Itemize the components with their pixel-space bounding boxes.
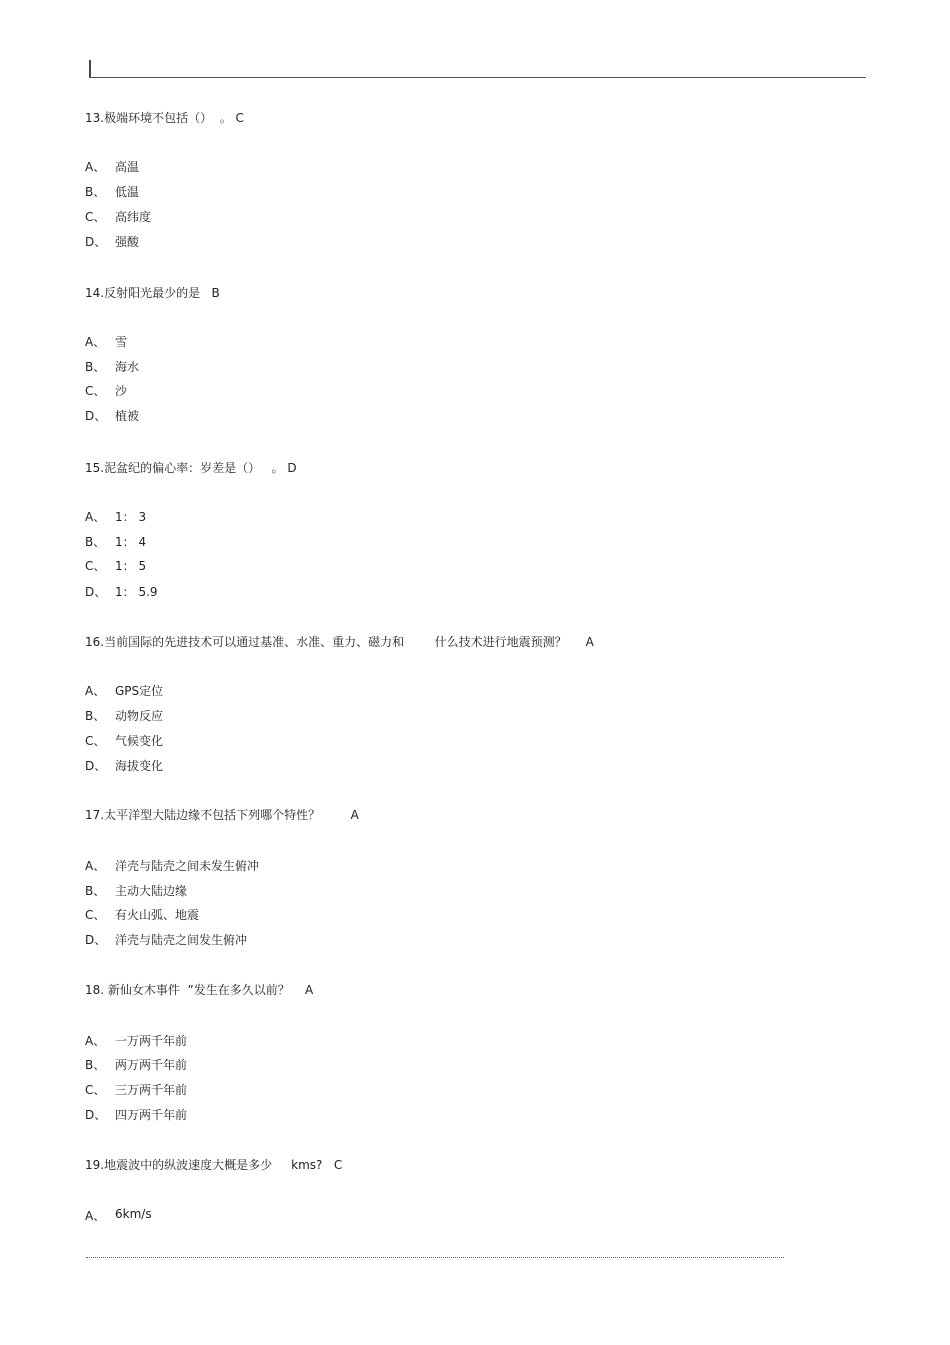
option-letter: D、 <box>85 585 107 599</box>
question-16: 16.当前国际的先进技术可以通过基准、水准、重力、磁力和 什么技术进行地震预测？ A <box>85 635 594 649</box>
option-letter: C、 <box>85 210 106 224</box>
option-text: 高纬度 <box>115 210 152 224</box>
question-17: 17.太平洋型大陆边缘不包括下列哪个特性？ A <box>85 808 359 822</box>
option-text: 低温 <box>115 185 140 199</box>
option-text: 洋壳与陆壳之间发生俯冲 <box>115 933 248 947</box>
option-text: 气候变化 <box>115 734 164 748</box>
option-letter: B、 <box>85 1058 106 1072</box>
option-text: 一万两千年前 <box>115 1034 188 1048</box>
option-letter: B、 <box>85 360 106 374</box>
option-letter: B、 <box>85 884 106 898</box>
option-text: 洋壳与陆壳之间未发生俯冲 <box>115 859 260 873</box>
option-letter: D、 <box>85 1108 107 1122</box>
option-text: 1： 4 <box>115 535 147 549</box>
option-letter: D、 <box>85 235 107 249</box>
option-text: 主动大陆边缘 <box>115 884 188 898</box>
option-text: 海水 <box>115 360 140 374</box>
option-letter: C、 <box>85 384 106 398</box>
option-text: 高温 <box>115 160 140 174</box>
option-text: 沙 <box>115 384 128 398</box>
option-text: 海拔变化 <box>115 759 164 773</box>
option-letter: B、 <box>85 535 106 549</box>
header-rule <box>89 77 866 78</box>
option-text: 1： 5 <box>115 559 147 573</box>
option-text: 植被 <box>115 409 140 423</box>
option-letter: D、 <box>85 933 107 947</box>
option-letter: B、 <box>85 709 106 723</box>
option-letter: A、 <box>85 160 106 174</box>
header-mark <box>89 60 91 77</box>
option-letter: A、 <box>85 1034 106 1048</box>
option-text: 强酸 <box>115 235 140 249</box>
option-letter: D、 <box>85 409 107 423</box>
question-14: 14.反射阳光最少的是 B <box>85 286 220 300</box>
option-text: 动物反应 <box>115 709 164 723</box>
question-18: 18. 新仙女木事件 ”发生在多久以前？ A <box>85 983 314 997</box>
option-letter: A、 <box>85 335 106 349</box>
option-text: 6km/s <box>115 1207 152 1221</box>
question-13: 13.极端环境不包括（） 。 C <box>85 111 244 125</box>
option-letter: C、 <box>85 734 106 748</box>
option-letter: A、 <box>85 510 106 524</box>
question-15: 15.泥盆纪的偏心率：岁差是（） 。 D <box>85 461 297 475</box>
option-text: 1： 5.9 <box>115 585 158 599</box>
option-letter: A、 <box>85 1209 106 1223</box>
option-letter: A、 <box>85 859 106 873</box>
option-letter: C、 <box>85 1083 106 1097</box>
footer-dotted-rule <box>86 1257 784 1258</box>
option-text: 三万两千年前 <box>115 1083 188 1097</box>
option-letter: D、 <box>85 759 107 773</box>
option-letter: B、 <box>85 185 106 199</box>
question-19: 19.地震波中的纵波速度大概是多少 kms? C <box>85 1158 343 1172</box>
option-text: GPS定位 <box>115 684 164 698</box>
option-text: 1： 3 <box>115 510 147 524</box>
option-text: 雪 <box>115 335 128 349</box>
option-text: 四万两千年前 <box>115 1108 188 1122</box>
option-text: 两万两千年前 <box>115 1058 188 1072</box>
option-letter: C、 <box>85 908 106 922</box>
option-letter: A、 <box>85 684 106 698</box>
option-text: 有火山弧、地震 <box>115 908 200 922</box>
option-letter: C、 <box>85 559 106 573</box>
